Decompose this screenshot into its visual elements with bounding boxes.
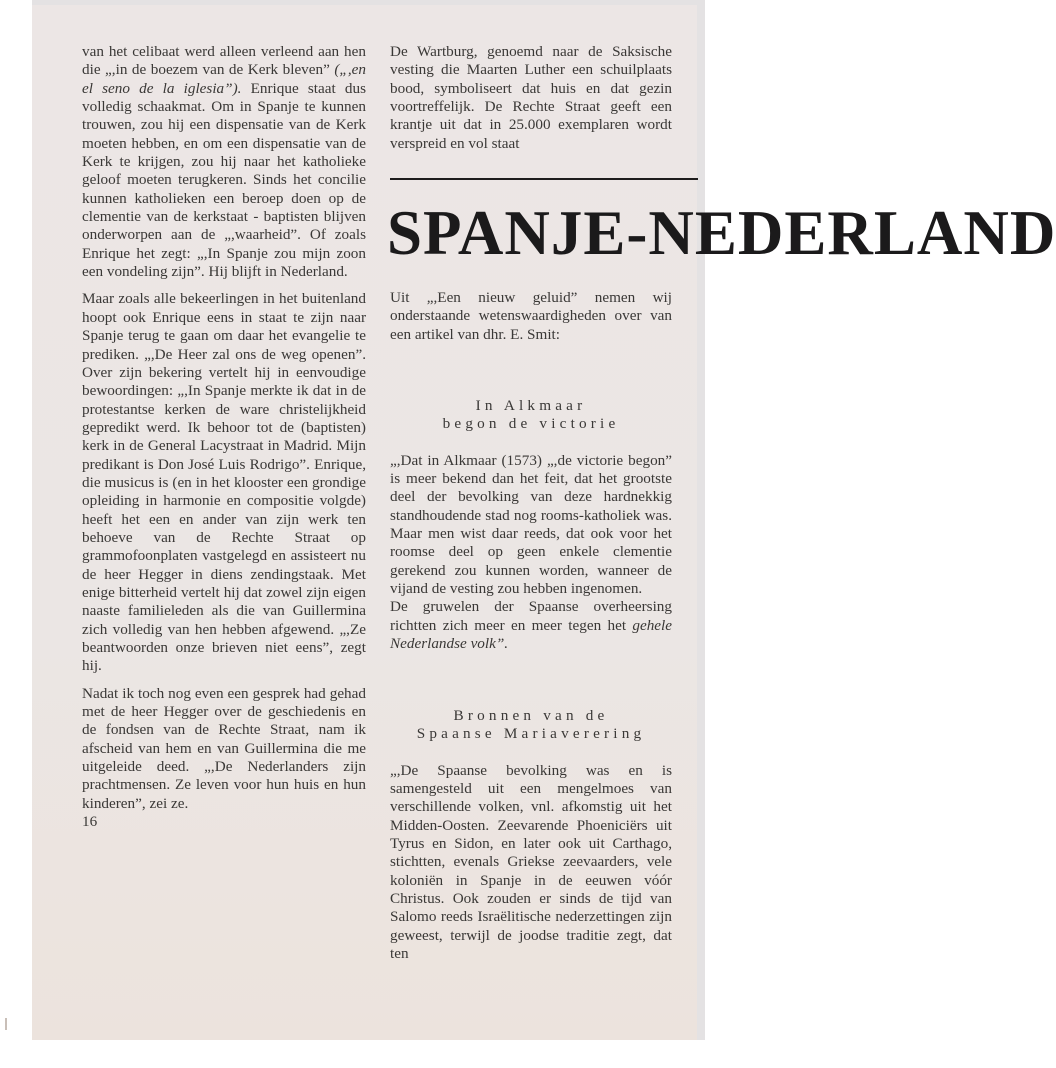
paragraph-2: [82, 290, 366, 675]
heading-line: begon de victorie: [442, 415, 620, 433]
paragraph-1: [82, 43, 366, 281]
text-run: Maar zoals alle bekeerlingen in het buitenland hoopt ook Enrique eens in staat te zijn naar Spanje terug te gaan om daar het evangelie te prediken. „,De Heer zal ons de weg openen”. Over zijn bekering vertelt hij in eenvoudige bewoordingen: „,In Spanje merkte ik dat in de protestantse kerken de ware christelijkheid gepredikt werd. Ik behoor tot de (baptisten) kerk in de General Lacystraat in Madrid. Mijn predikant is Don José Luis Rodrigo”. Enrique, die musicus is (en in het klooster een grondige opleiding in harmonie en compositie volgde) heeft het een en ander van zijn werk ten behoeve van de Rechte Straat op grammofoonplaten vastgelegd en assisteert nu de heer Hegger in diens zendingstaak. Met enige bitterheid vertelt hij dat zowel zijn eigen naaste familieleden als die van Guillermina zich volledig van hen hebben afgewend. „,Ze beantwoorden onze brieven niet eens”, zegt hij.: [82, 290, 366, 675]
heading-line: Bronnen van de: [453, 707, 609, 724]
heading-line: Spaanse Mariaverering: [416, 725, 646, 743]
section-heading: [390, 707, 672, 744]
italic-run: gehele Nederlandse volk”.: [390, 616, 672, 653]
continuation-paragraph: De Wartburg, genoemd naar de Saksische vesting die Maarten Luther een schuilplaats bood, symboliseert dat huis en dat gezin voortreffelijk. De Rechte Straat geeft een krantje uit dat in 25.000 exemplaren wordt verspreid en vol staat: [390, 43, 672, 152]
article-intro: [390, 289, 672, 344]
section-body: [390, 452, 672, 654]
scan-artifact: [5, 1018, 7, 1030]
magazine-page: [32, 5, 1056, 1040]
intro-text: Uit „,Een nieuw geluid” nemen wij onderstaande wetenswaardigheden over van een artikel van dhr. E. Smit:: [390, 289, 672, 343]
spanish-quote: („,en el seno de la iglesia”).: [82, 61, 366, 97]
right-column-continuation: [390, 43, 672, 153]
heading-line: In Alkmaar: [475, 397, 587, 414]
section-divider: [390, 178, 698, 180]
text-run: „,Dat in Alkmaar (1573) „,de victorie begon” is meer bekend dan het feit, dat het grootste deel der bevolking van deze hardnekkig standhoudende stad nog rooms-katholiek was. Maar men wist daar reeds, dat ook voor het roomse deel op geen enkele clementie gerekend zou kunnen worden, wanneer de vijand de vesting zou hebben ingenomen.: [390, 451, 672, 598]
left-column: [82, 43, 366, 831]
paragraph-3: [82, 685, 366, 813]
text-run: van het celibaat werd alleen verleend aan hen die „,in de boezem van de Kerk bleven”: [82, 43, 366, 79]
section-mariaverering: [390, 707, 672, 963]
text-run: Nadat ik toch nog even een gesprek had gehad met de heer Hegger over de geschiedenis en de fondsen van de Rechte Straat, nam ik afscheid van hem en van Guillermina die me uitgeleide deed. „,De Nederlanders zijn prachtmensen. Ze leven voor hun huis en hun kinderen”, zei ze.: [82, 684, 366, 812]
article-title: SPANJE-NEDERLAND: [387, 198, 1056, 268]
section-heading: [390, 397, 672, 434]
section-body: „,De Spaanse bevolking was en is samengesteld uit een mengelmoes van verschillende volken, vnl. afkomstig uit het Midden-Oosten. Zeevarende Phoeniciërs uit Tyrus en Sidon, en later ook uit Carthago, stichtten, evenals Griekse zeevaarders, vele koloniën in Spanje in de eeuwen vóór Christus. Ook zouden er sinds de tijd van Salomo reeds Israëlitische nederzettingen zijn geweest, terwijl de joodse traditie zegt, dat ten: [390, 761, 672, 963]
section-alkmaar: [390, 397, 672, 653]
text-run: De gruwelen der Spaanse overheersing richtten zich meer en meer tegen het: [390, 598, 672, 634]
text-run: Enrique staat dus volledig schaakmat. Om in Spanje te kunnen trouwen, zou hij een dispensatie van de Kerk moeten hebben, en om een dispensatie van de Kerk te krijgen, zou hij naar het katholieke geloof moeten terugkeren. Sinds het concilie kunnen katholieken een beroep doen op de clementie van de kerkstaat - baptisten blijven onderworpen aan de „,waarheid”. Of zoals Enrique het zegt: „,In Spanje zou mijn zoon een vondeling zijn”. Hij blijft in Nederland.: [82, 79, 366, 281]
page-number: 16: [82, 813, 98, 831]
